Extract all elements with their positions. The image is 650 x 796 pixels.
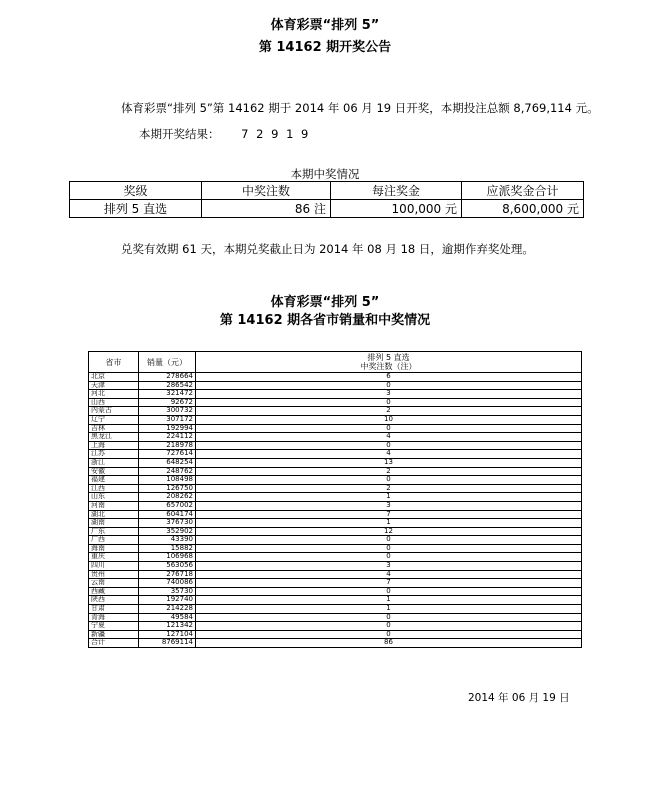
table-row [89, 544, 582, 553]
province-wins: 13 [196, 458, 582, 467]
prize-level: 排列 5 直选 [70, 200, 202, 218]
province-wins: 1 [196, 596, 582, 605]
province-wins: 1 [196, 493, 582, 502]
province-name: 广东 [89, 527, 139, 536]
province-name: 湖南 [89, 519, 139, 528]
province-table [88, 351, 582, 648]
province-wins: 0 [196, 630, 582, 639]
province-wins: 0 [196, 424, 582, 433]
province-name: 黑龙江 [89, 433, 139, 442]
table-row [89, 587, 582, 596]
province-sales: 49584 [139, 613, 196, 622]
table-row [89, 501, 582, 510]
prize-header-level: 奖级 [70, 182, 202, 200]
prize-table [69, 181, 584, 218]
province-name: 安徽 [89, 467, 139, 476]
province-wins: 1 [196, 605, 582, 614]
draw-result-label: 本期开奖结果： [139, 127, 220, 141]
province-name: 江西 [89, 484, 139, 493]
province-sales: 278664 [139, 373, 196, 382]
province-wins: 7 [196, 510, 582, 519]
footer-date: 2014 年 06 月 19 日 [468, 692, 570, 704]
province-wins: 6 [196, 373, 582, 382]
province-header-sales: 销量（元） [139, 352, 196, 373]
province-sales: 352902 [139, 527, 196, 536]
province-name: 辽宁 [89, 415, 139, 424]
province-sales: 648254 [139, 458, 196, 467]
province-name: 北京 [89, 373, 139, 382]
table-row [89, 433, 582, 442]
province-sales: 15882 [139, 544, 196, 553]
province-sales: 8769114 [139, 639, 196, 648]
province-name: 陕西 [89, 596, 139, 605]
province-name: 西藏 [89, 587, 139, 596]
province-name: 山东 [89, 493, 139, 502]
province-name: 江苏 [89, 450, 139, 459]
prize-header-count: 中奖注数 [202, 182, 331, 200]
table-row [89, 390, 582, 399]
province-name: 山西 [89, 398, 139, 407]
table-row [89, 398, 582, 407]
province-name: 重庆 [89, 553, 139, 562]
province-wins: 7 [196, 579, 582, 588]
announcement-issue-title: 第 14162 期开奖公告 [258, 40, 392, 55]
province-sales: 43390 [139, 536, 196, 545]
table-row [89, 450, 582, 459]
province-header-game: 排列 5 直选 [367, 353, 410, 362]
province-name: 湖北 [89, 510, 139, 519]
province-wins: 4 [196, 450, 582, 459]
province-sales: 657002 [139, 501, 196, 510]
province-wins: 0 [196, 587, 582, 596]
province-sales: 192740 [139, 596, 196, 605]
province-sales: 218978 [139, 441, 196, 450]
province-wins: 0 [196, 476, 582, 485]
province-name: 上海 [89, 441, 139, 450]
province-sales: 214228 [139, 605, 196, 614]
province-wins: 0 [196, 553, 582, 562]
province-sales: 276718 [139, 570, 196, 579]
province-name: 浙江 [89, 458, 139, 467]
table-row [89, 596, 582, 605]
prize-section-title: 本期中奖情况 [290, 167, 360, 181]
province-sales: 740086 [139, 579, 196, 588]
province-sales: 286542 [139, 381, 196, 390]
table-row [89, 424, 582, 433]
table-row [89, 527, 582, 536]
draw-result [139, 126, 310, 142]
table-row [70, 200, 584, 218]
province-wins: 0 [196, 536, 582, 545]
province-name: 甘肃 [89, 605, 139, 614]
province-section-subtitle: 第 14162 期各省市销量和中奖情况 [219, 313, 431, 328]
table-row [89, 510, 582, 519]
province-table-header-row [89, 352, 582, 373]
table-row [89, 639, 582, 648]
table-row [89, 519, 582, 528]
province-header-wins [196, 352, 582, 373]
table-row [89, 536, 582, 545]
table-row [89, 373, 582, 382]
province-name: 四川 [89, 562, 139, 571]
draw-summary: 体育彩票“排列 5”第 14162 期于 2014 年 06 月 19 日开奖，本期投注总额 8,769,114 元。 [121, 101, 599, 115]
prize-header-total: 应派奖金合计 [462, 182, 584, 200]
province-wins: 4 [196, 433, 582, 442]
table-row [89, 622, 582, 631]
province-wins: 2 [196, 467, 582, 476]
table-row [89, 570, 582, 579]
province-name: 海南 [89, 544, 139, 553]
province-header-name: 省市 [89, 352, 139, 373]
province-wins: 10 [196, 415, 582, 424]
province-sales: 563056 [139, 562, 196, 571]
province-sales: 321472 [139, 390, 196, 399]
table-row [89, 562, 582, 571]
province-sales: 307172 [139, 415, 196, 424]
validity-notice: 兑奖有效期 61 天，本期兑奖截止日为 2014 年 08 月 18 日，逾期作弃奖处理。 [121, 242, 534, 256]
province-name: 云南 [89, 579, 139, 588]
table-row [89, 553, 582, 562]
province-sales: 376730 [139, 519, 196, 528]
province-sales: 92672 [139, 398, 196, 407]
table-row [89, 458, 582, 467]
province-sales: 108498 [139, 476, 196, 485]
province-name: 内蒙古 [89, 407, 139, 416]
prize-table-header-row [70, 182, 584, 200]
province-name: 新疆 [89, 630, 139, 639]
province-name: 合计 [89, 639, 139, 648]
province-sales: 208262 [139, 493, 196, 502]
province-wins: 2 [196, 484, 582, 493]
province-sales: 106968 [139, 553, 196, 562]
province-name: 贵州 [89, 570, 139, 579]
province-sales: 727614 [139, 450, 196, 459]
province-name: 河南 [89, 501, 139, 510]
province-wins: 0 [196, 622, 582, 631]
province-wins: 0 [196, 544, 582, 553]
province-sales: 604174 [139, 510, 196, 519]
province-wins: 2 [196, 407, 582, 416]
province-wins: 0 [196, 441, 582, 450]
province-wins: 86 [196, 639, 582, 648]
table-row [89, 484, 582, 493]
province-wins: 0 [196, 381, 582, 390]
province-sales: 192994 [139, 424, 196, 433]
province-wins: 12 [196, 527, 582, 536]
prize-total: 8,600,000 元 [462, 200, 584, 218]
province-wins: 3 [196, 562, 582, 571]
province-sales: 126750 [139, 484, 196, 493]
prize-per-bet: 100,000 元 [331, 200, 462, 218]
province-header-win-count: 中奖注数（注） [360, 362, 417, 371]
province-sales: 300732 [139, 407, 196, 416]
draw-result-numbers: 7 2 9 1 9 [241, 127, 311, 141]
province-wins: 0 [196, 398, 582, 407]
province-name: 吉林 [89, 424, 139, 433]
province-name: 天津 [89, 381, 139, 390]
table-row [89, 441, 582, 450]
province-name: 河北 [89, 390, 139, 399]
province-name: 青海 [89, 613, 139, 622]
prize-header-per-bet: 每注奖金 [331, 182, 462, 200]
table-row [89, 605, 582, 614]
province-sales: 127104 [139, 630, 196, 639]
table-row [89, 415, 582, 424]
province-name: 福建 [89, 476, 139, 485]
table-row [89, 407, 582, 416]
table-row [89, 476, 582, 485]
province-wins: 1 [196, 519, 582, 528]
prize-count: 86 注 [202, 200, 331, 218]
announcement-title: 体育彩票“排列 5” [270, 18, 380, 33]
province-wins: 0 [196, 613, 582, 622]
table-row [89, 579, 582, 588]
province-sales: 224112 [139, 433, 196, 442]
province-wins: 4 [196, 570, 582, 579]
table-row [89, 613, 582, 622]
province-name: 广西 [89, 536, 139, 545]
province-sales: 121342 [139, 622, 196, 631]
table-row [89, 493, 582, 502]
province-wins: 3 [196, 390, 582, 399]
province-sales: 248762 [139, 467, 196, 476]
table-row [89, 467, 582, 476]
province-section-title: 体育彩票“排列 5” [270, 295, 380, 310]
province-sales: 35730 [139, 587, 196, 596]
province-wins: 3 [196, 501, 582, 510]
province-name: 宁夏 [89, 622, 139, 631]
table-row [89, 381, 582, 390]
